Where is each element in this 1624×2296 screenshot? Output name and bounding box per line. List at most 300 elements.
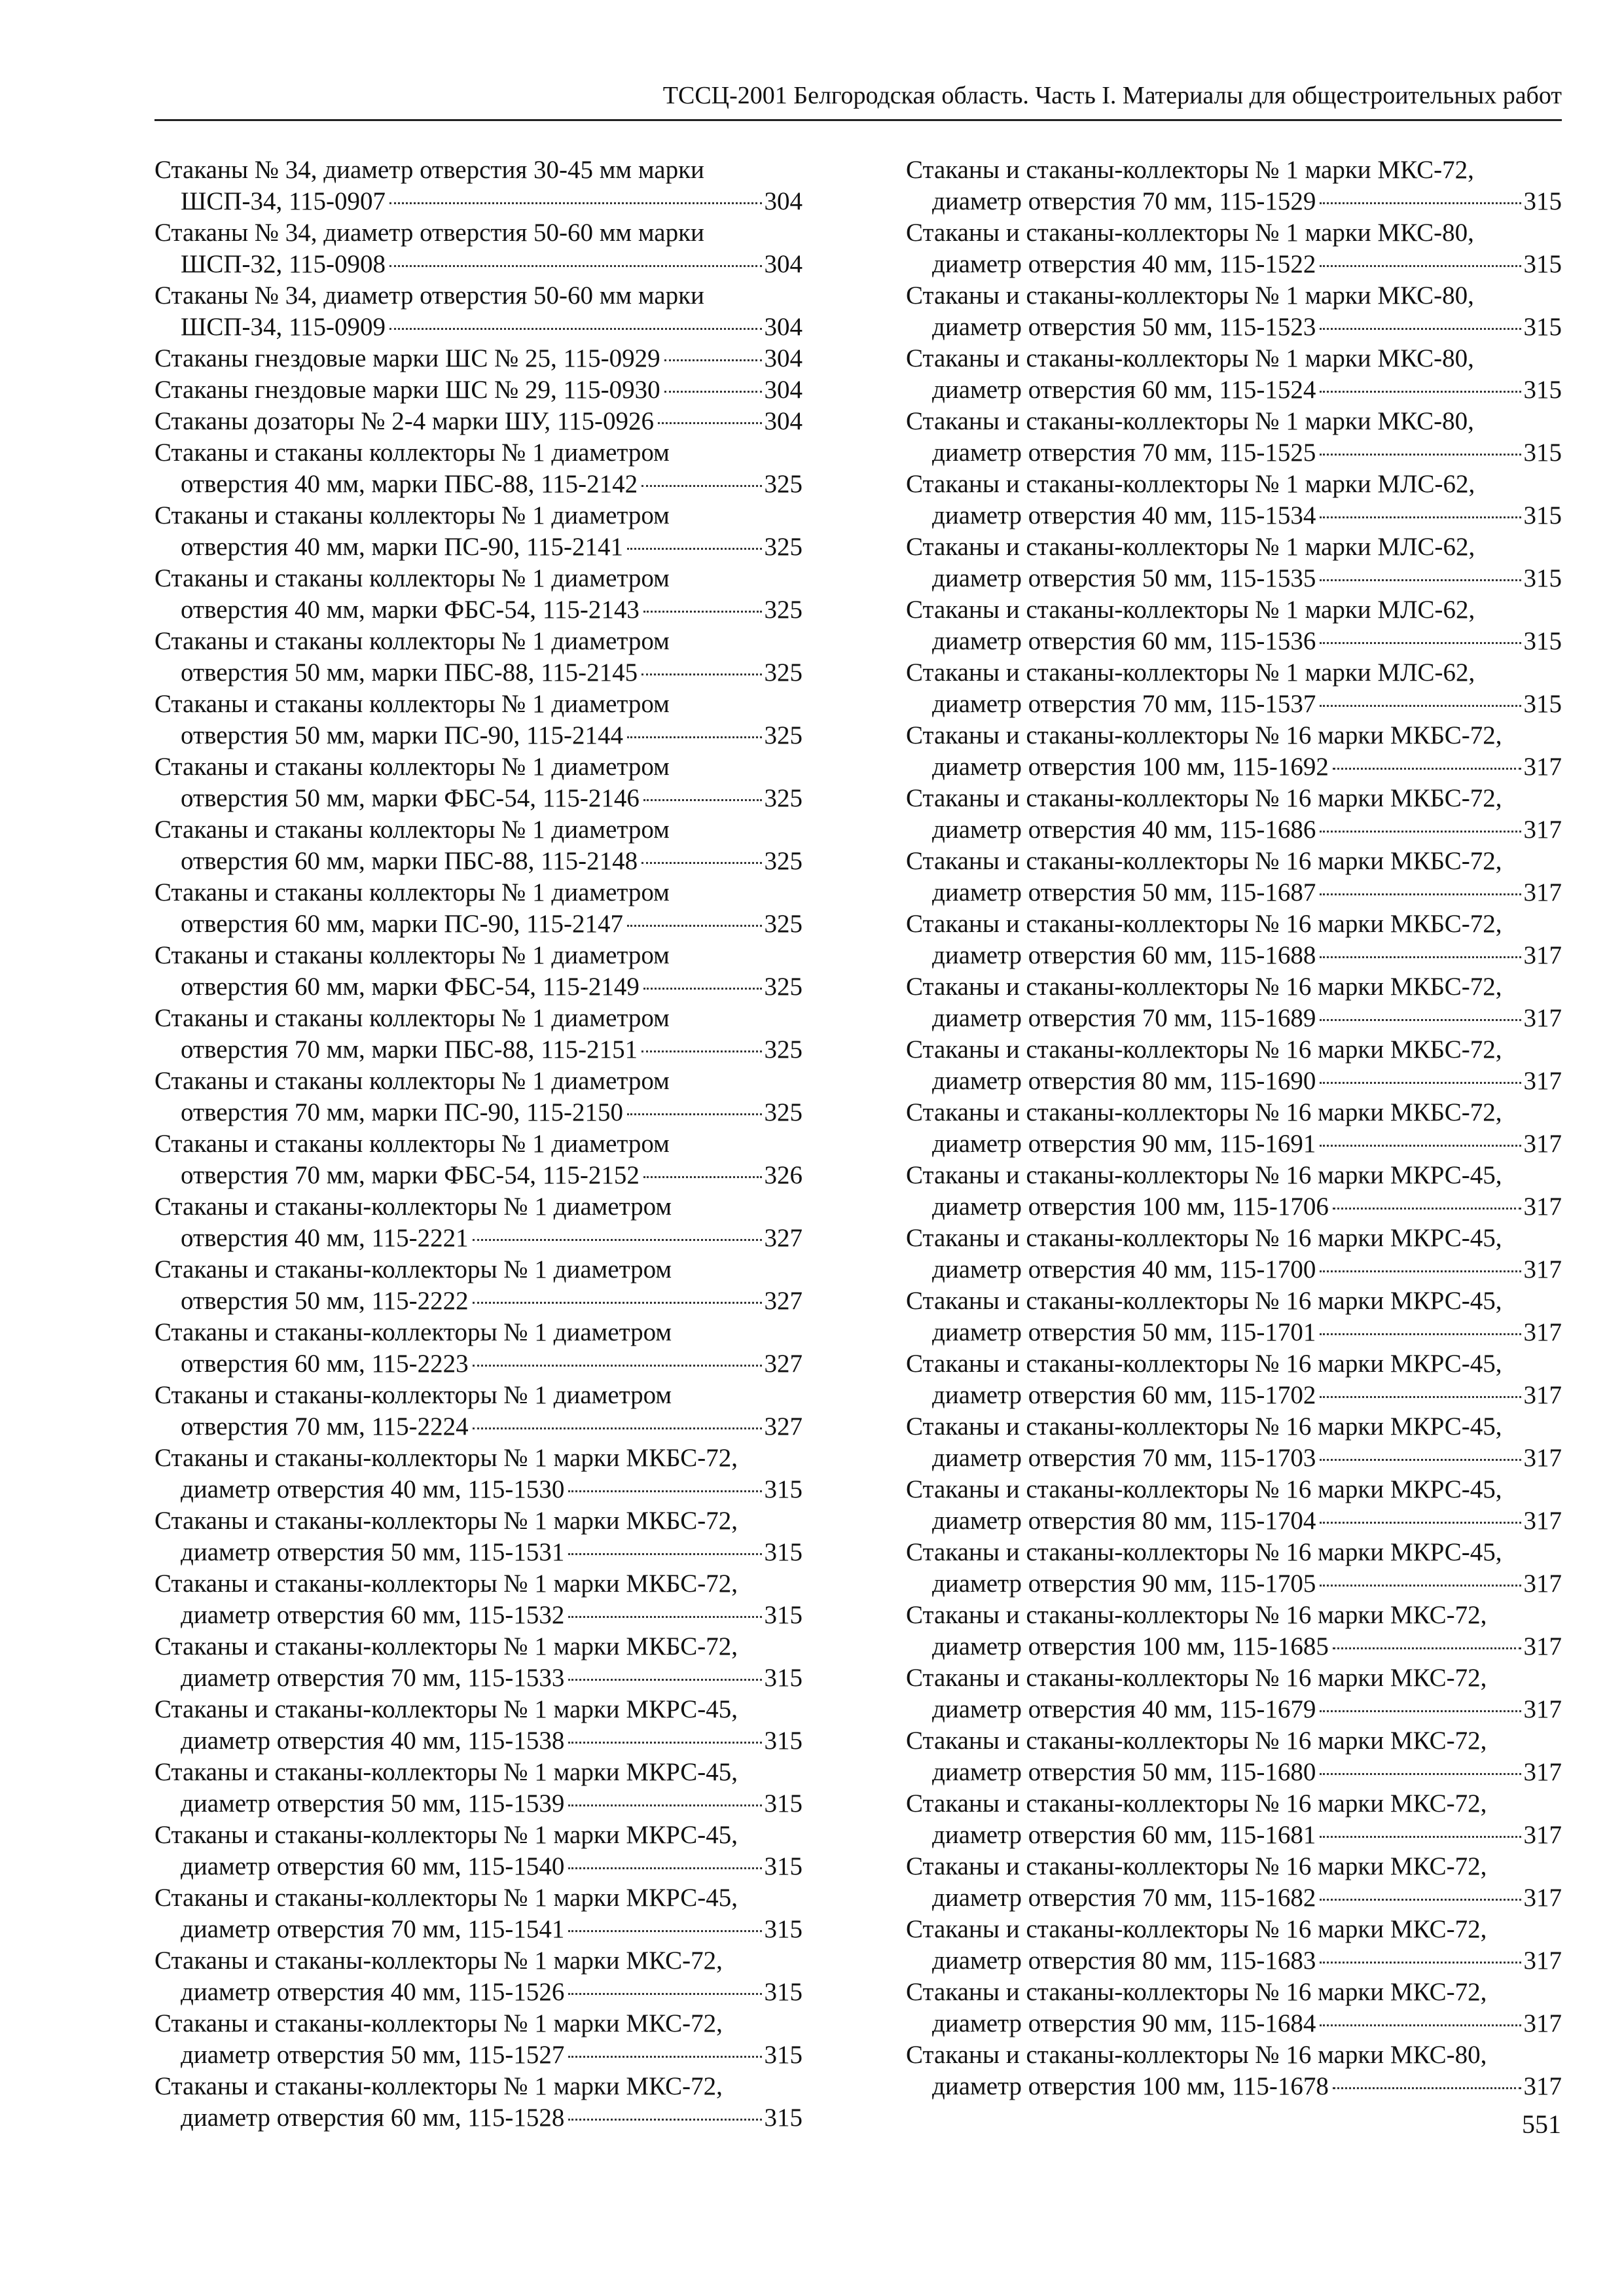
index-entry-code: диаметр отверстия 70 мм, 115-1682 xyxy=(932,1884,1316,1912)
index-entry-line xyxy=(154,2102,803,2134)
index-entry xyxy=(154,563,803,626)
index-entry xyxy=(906,343,1562,406)
index-entry xyxy=(906,1600,1562,1662)
index-entry-page: 317 xyxy=(1523,2009,1562,2037)
running-header xyxy=(154,77,1562,121)
index-entry-code: отверстия 40 мм, марки ПС-90, 115-2141 xyxy=(181,533,624,561)
index-entry-page: 315 xyxy=(1523,564,1562,592)
index-entry-text: Стаканы № 34, диаметр отверстия 50-60 мм марки xyxy=(154,219,704,247)
index-entry-code: отверстия 60 мм, 115-2223 xyxy=(181,1350,469,1378)
index-entry-page: 326 xyxy=(764,1161,803,1189)
index-entry-line xyxy=(154,1662,803,1694)
index-entry-text: Стаканы и стаканы коллекторы № 1 диаметром xyxy=(154,878,670,906)
index-entry-text: Стаканы и стаканы коллекторы № 1 диаметром xyxy=(154,690,670,718)
index-entry-page: 315 xyxy=(764,1915,803,1943)
index-entry-page: 317 xyxy=(1523,1821,1562,1849)
index-entry-line xyxy=(906,689,1562,720)
index-entry-page: 325 xyxy=(764,847,803,875)
index-entry-line xyxy=(906,1380,1562,1411)
index-entry-code: отверстия 50 мм, марки ФБС-54, 115-2146 xyxy=(181,784,640,812)
index-entry xyxy=(154,626,803,689)
index-entry xyxy=(906,783,1562,846)
dot-leader xyxy=(568,2119,761,2121)
index-entry xyxy=(906,1474,1562,1537)
index-entry-text: Стаканы и стаканы коллекторы № 1 диаметром xyxy=(154,501,670,529)
index-entry-line xyxy=(906,1254,1562,1285)
index-entry-text: Стаканы и стаканы-коллекторы № 1 марки МКС-72, xyxy=(154,2009,723,2037)
index-entry xyxy=(154,406,803,437)
index-entry-text: Стаканы и стаканы-коллекторы № 16 марки МКРС-45, xyxy=(906,1161,1502,1189)
dot-leader xyxy=(473,1365,762,1367)
index-entry-line xyxy=(154,846,803,877)
index-entry-text: Стаканы и стаканы-коллекторы № 16 марки МКРС-45, xyxy=(906,1350,1502,1378)
index-entry-page: 304 xyxy=(764,313,803,341)
dot-leader xyxy=(1320,328,1521,330)
index-entry-code: диаметр отверстия 60 мм, 115-1532 xyxy=(181,1601,565,1629)
index-entry-text: Стаканы и стаканы-коллекторы № 1 марки МКРС-45, xyxy=(154,1821,738,1849)
dot-leader xyxy=(641,862,761,864)
index-entry-code: диаметр отверстия 60 мм, 115-1524 xyxy=(932,376,1316,404)
index-entry-code: диаметр отверстия 50 мм, 115-1539 xyxy=(181,1789,565,1818)
index-entry-code: диаметр отверстия 80 мм, 115-1704 xyxy=(932,1507,1316,1535)
index-entry xyxy=(154,1631,803,1694)
index-entry-text: Стаканы и стаканы-коллекторы № 16 марки МКБС-72, xyxy=(906,1098,1502,1126)
index-entry-line xyxy=(906,1694,1562,1725)
index-entry-text: Стаканы и стаканы-коллекторы № 1 марки МКБС-72, xyxy=(154,1632,738,1660)
index-entry-code: диаметр отверстия 40 мм, 115-1686 xyxy=(932,816,1316,844)
index-entry-text: Стаканы и стаканы коллекторы № 1 диаметром xyxy=(154,1130,670,1158)
dot-leader xyxy=(389,202,761,204)
index-entry-text: Стаканы и стаканы-коллекторы № 16 марки МКРС-45, xyxy=(906,1287,1502,1315)
index-entry-line xyxy=(906,1882,1562,1914)
dot-leader xyxy=(643,611,762,613)
index-entry-line xyxy=(906,249,1562,280)
index-entry-line xyxy=(154,594,803,626)
dot-leader xyxy=(627,548,761,550)
index-entry-code: диаметр отверстия 60 мм, 115-1540 xyxy=(181,1852,565,1880)
index-entry-line xyxy=(906,1757,1562,1788)
index-entry-code: диаметр отверстия 100 мм, 115-1692 xyxy=(932,753,1329,781)
index-entry-page: 317 xyxy=(1523,1381,1562,1409)
index-entry-line xyxy=(154,469,803,500)
index-entry-text: Стаканы гнездовые марки ШС № 25, 115-0929 xyxy=(154,344,660,372)
index-entry-page: 325 xyxy=(764,784,803,812)
index-entry-text: Стаканы и стаканы-коллекторы № 1 марки МКС-72, xyxy=(906,156,1474,184)
index-entry-page: 325 xyxy=(764,658,803,687)
index-entry-code: диаметр отверстия 60 мм, 115-1688 xyxy=(932,941,1316,969)
dot-leader xyxy=(1320,1333,1521,1335)
dot-leader xyxy=(1320,1836,1521,1838)
index-entry xyxy=(906,594,1562,657)
index-entry-text: Стаканы и стаканы-коллекторы № 1 марки МКРС-45, xyxy=(154,1758,738,1786)
dot-leader xyxy=(1320,1773,1521,1775)
index-entry-text: Стаканы и стаканы-коллекторы № 16 марки МКРС-45, xyxy=(906,1412,1502,1441)
dot-leader xyxy=(473,1302,762,1304)
index-entry-code: отверстия 70 мм, марки ПС-90, 115-2150 xyxy=(181,1098,624,1126)
dot-leader xyxy=(389,265,761,267)
dot-leader xyxy=(1320,1396,1521,1398)
index-entry-page: 325 xyxy=(764,470,803,498)
index-entry-text: Стаканы и стаканы-коллекторы № 16 марки МКС-80, xyxy=(906,2041,1487,2069)
index-entry-line xyxy=(154,1600,803,1631)
index-entry-text: Стаканы и стаканы коллекторы № 1 диаметром xyxy=(154,941,670,969)
dot-leader xyxy=(643,988,762,990)
index-entry xyxy=(906,469,1562,531)
index-entry xyxy=(906,1725,1562,1788)
index-entry xyxy=(906,1537,1562,1600)
index-entry-code: отверстия 40 мм, марки ПБС-88, 115-2142 xyxy=(181,470,638,498)
index-entry-line xyxy=(154,1034,803,1066)
index-entry xyxy=(906,217,1562,280)
index-entry-page: 325 xyxy=(764,533,803,561)
index-entry-code: отверстия 40 мм, марки ФБС-54, 115-2143 xyxy=(181,596,640,624)
index-entry-page: 317 xyxy=(1523,1695,1562,1723)
dot-leader xyxy=(473,1239,762,1241)
index-entry-page: 327 xyxy=(764,1350,803,1378)
index-entry xyxy=(154,1003,803,1066)
index-entry-page: 325 xyxy=(764,1098,803,1126)
index-entry-text: Стаканы и стаканы-коллекторы № 1 марки МЛС-62, xyxy=(906,533,1475,561)
index-entry xyxy=(906,1034,1562,1097)
index-entry-text: Стаканы и стаканы-коллекторы № 16 марки МКС-72, xyxy=(906,1978,1487,2006)
index-entry-text: Стаканы и стаканы-коллекторы № 16 марки МКБС-72, xyxy=(906,847,1502,875)
index-entry-line xyxy=(906,751,1562,783)
index-entry-text: Стаканы и стаканы-коллекторы № 1 диаметром xyxy=(154,1381,672,1409)
index-entry xyxy=(906,1223,1562,1285)
index-entry xyxy=(906,1097,1562,1160)
index-entry-page: 317 xyxy=(1523,1884,1562,1912)
index-entry-line xyxy=(154,1851,803,1882)
index-entry xyxy=(154,1882,803,1945)
index-entry-line xyxy=(154,2039,803,2071)
index-entry-page: 317 xyxy=(1523,941,1562,969)
index-entry-line xyxy=(906,1820,1562,1851)
index-entry-line xyxy=(154,1097,803,1128)
index-entry-code: отверстия 60 мм, марки ПС-90, 115-2147 xyxy=(181,910,624,938)
index-entry-code: диаметр отверстия 70 мм, 115-1537 xyxy=(932,690,1316,718)
index-entry-line xyxy=(906,1505,1562,1537)
dot-leader xyxy=(1320,1019,1521,1021)
dot-leader xyxy=(1320,265,1521,267)
index-entry-code: диаметр отверстия 70 мм, 115-1541 xyxy=(181,1915,565,1943)
index-entry-text: Стаканы и стаканы коллекторы № 1 диаметром xyxy=(154,1004,670,1032)
index-entry xyxy=(154,2071,803,2134)
index-entry-code: диаметр отверстия 80 мм, 115-1690 xyxy=(932,1067,1316,1095)
index-entry-text: Стаканы и стаканы-коллекторы № 16 марки МКРС-45, xyxy=(906,1224,1502,1252)
dot-leader xyxy=(1333,768,1521,770)
index-entry xyxy=(906,1160,1562,1223)
index-entry-page: 317 xyxy=(1523,1067,1562,1095)
index-entry-text: Стаканы и стаканы-коллекторы № 1 марки МЛС-62, xyxy=(906,470,1475,498)
index-entry-line xyxy=(906,1191,1562,1223)
index-entry-code: диаметр отверстия 40 мм, 115-1530 xyxy=(181,1475,565,1503)
index-entry-text: Стаканы и стаканы-коллекторы № 16 марки МКС-72, xyxy=(906,1727,1487,1755)
index-entry-text: Стаканы и стаканы коллекторы № 1 диаметром xyxy=(154,564,670,592)
index-entry-text: Стаканы и стаканы-коллекторы № 1 диаметром xyxy=(154,1318,672,1346)
index-entry xyxy=(154,1443,803,1505)
index-entry-line xyxy=(154,1348,803,1380)
index-entry-page: 315 xyxy=(764,1475,803,1503)
index-entry xyxy=(906,154,1562,217)
dot-leader xyxy=(1320,956,1521,958)
index-entry-code: отверстия 50 мм, 115-2222 xyxy=(181,1287,469,1315)
index-entry xyxy=(154,1191,803,1254)
index-entry xyxy=(906,280,1562,343)
index-entry-code: диаметр отверстия 90 мм, 115-1691 xyxy=(932,1130,1316,1158)
dot-leader xyxy=(1320,1962,1521,1964)
dot-leader xyxy=(568,1993,761,1995)
index-entry-code: диаметр отверстия 60 мм, 115-1702 xyxy=(932,1381,1316,1409)
index-entry-line xyxy=(906,814,1562,846)
index-entry-code: отверстия 40 мм, 115-2221 xyxy=(181,1224,469,1252)
index-entry xyxy=(154,1945,803,2008)
index-entry-code: диаметр отверстия 70 мм, 115-1703 xyxy=(932,1444,1316,1472)
index-entry xyxy=(154,1568,803,1631)
index-entry-line xyxy=(154,531,803,563)
index-entry-page: 317 xyxy=(1523,1946,1562,1975)
dot-leader xyxy=(627,736,761,738)
index-entry-line xyxy=(154,343,803,374)
index-entry-code: диаметр отверстия 40 мм, 115-1526 xyxy=(181,1978,565,2006)
index-entry-line xyxy=(154,1914,803,1945)
index-entry-code: диаметр отверстия 100 мм, 115-1685 xyxy=(932,1632,1329,1660)
dot-leader xyxy=(1320,579,1521,581)
index-entry-page: 325 xyxy=(764,721,803,749)
dot-leader xyxy=(1320,642,1521,644)
index-entry-line xyxy=(906,2071,1562,2102)
index-entry xyxy=(154,1128,803,1191)
dot-leader xyxy=(658,422,762,424)
dot-leader xyxy=(641,1050,761,1052)
index-entry xyxy=(906,2039,1562,2102)
index-entry-code: отверстия 50 мм, марки ПС-90, 115-2144 xyxy=(181,721,624,749)
index-entry xyxy=(906,657,1562,720)
index-entry-code: отверстия 60 мм, марки ПБС-88, 115-2148 xyxy=(181,847,638,875)
index-entry-code: диаметр отверстия 60 мм, 115-1536 xyxy=(932,627,1316,655)
index-entry-text: Стаканы и стаканы-коллекторы № 16 марки МКБС-72, xyxy=(906,1035,1502,1064)
index-entry-page: 325 xyxy=(764,596,803,624)
index-entry-text: Стаканы и стаканы коллекторы № 1 диаметром xyxy=(154,627,670,655)
index-entry-page: 317 xyxy=(1523,878,1562,906)
index-entry-page: 317 xyxy=(1523,1507,1562,1535)
index-entry-page: 317 xyxy=(1523,1193,1562,1221)
dot-leader xyxy=(568,1867,761,1869)
index-entry-page: 315 xyxy=(764,2041,803,2069)
index-entry-text: Стаканы и стаканы-коллекторы № 1 марки МКБС-72, xyxy=(154,1444,738,1472)
dot-leader xyxy=(1333,2087,1521,2089)
index-entry-code: диаметр отверстия 100 мм, 115-1678 xyxy=(932,2072,1329,2100)
index-entry xyxy=(154,1757,803,1820)
index-entry-text: Стаканы и стаканы-коллекторы № 1 марки МЛС-62, xyxy=(906,596,1475,624)
index-entry xyxy=(154,154,803,217)
index-entry-text: Стаканы и стаканы-коллекторы № 16 марки МКБС-72, xyxy=(906,721,1502,749)
index-entry-line xyxy=(906,1443,1562,1474)
index-entry-line xyxy=(906,1317,1562,1348)
dot-leader xyxy=(389,328,761,330)
index-entry-code: ШСП-34, 115-0907 xyxy=(181,187,386,215)
index-entry-page: 304 xyxy=(764,344,803,372)
index-column-left xyxy=(154,154,803,2134)
index-entry-page: 317 xyxy=(1523,1758,1562,1786)
dot-leader xyxy=(1320,893,1521,895)
index-entry-code: диаметр отверстия 50 мм, 115-1701 xyxy=(932,1318,1316,1346)
index-entry-page: 317 xyxy=(1523,2072,1562,2100)
index-entry-page: 327 xyxy=(764,1412,803,1441)
index-entry-page: 315 xyxy=(1523,627,1562,655)
index-entry-page: 317 xyxy=(1523,1318,1562,1346)
dot-leader xyxy=(473,1427,762,1429)
index-entry-text: Стаканы и стаканы-коллекторы № 16 марки МКБС-72, xyxy=(906,910,1502,938)
dot-leader xyxy=(1320,454,1521,456)
index-entry-page: 315 xyxy=(1523,376,1562,404)
index-entry-line xyxy=(906,1945,1562,1977)
index-entry-line xyxy=(906,877,1562,908)
index-entry-page: 317 xyxy=(1523,1632,1562,1660)
index-entry-line xyxy=(906,1631,1562,1662)
index-entry-code: диаметр отверстия 40 мм, 115-1538 xyxy=(181,1727,565,1755)
dot-leader xyxy=(1333,1208,1521,1210)
index-entry xyxy=(154,689,803,751)
index-entry-code: диаметр отверстия 40 мм, 115-1534 xyxy=(932,501,1316,529)
index-entry-text: Стаканы и стаканы коллекторы № 1 диаметром xyxy=(154,816,670,844)
index-entry-line xyxy=(154,908,803,940)
index-entry-page: 304 xyxy=(764,376,803,404)
index-entry-text: Стаканы и стаканы-коллекторы № 1 диаметром xyxy=(154,1193,672,1221)
index-entry-code: отверстия 60 мм, марки ФБС-54, 115-2149 xyxy=(181,973,640,1001)
index-entry-page: 304 xyxy=(764,187,803,215)
index-entry xyxy=(154,2008,803,2071)
index-entry-page: 315 xyxy=(764,1852,803,1880)
index-entry-line xyxy=(154,374,803,406)
index-entry-page: 315 xyxy=(764,1664,803,1692)
index-entry-code: диаметр отверстия 60 мм, 115-1528 xyxy=(181,2104,565,2132)
index-entry-page: 315 xyxy=(1523,690,1562,718)
dot-leader xyxy=(568,1804,761,1806)
dot-leader xyxy=(1333,1647,1521,1649)
dot-leader xyxy=(641,673,761,675)
dot-leader xyxy=(1320,1899,1521,1901)
index-entry-code: диаметр отверстия 70 мм, 115-1689 xyxy=(932,1004,1316,1032)
index-entry-page: 317 xyxy=(1523,753,1562,781)
index-entry-text: Стаканы и стаканы-коллекторы № 1 марки МКС-72, xyxy=(154,1946,723,1975)
index-entry-page: 317 xyxy=(1523,1004,1562,1032)
index-entry xyxy=(906,846,1562,908)
index-entry xyxy=(906,1977,1562,2039)
index-entry-line xyxy=(154,1474,803,1505)
dot-leader xyxy=(1320,1710,1521,1712)
index-entry xyxy=(154,1505,803,1568)
header-title: ТССЦ-2001 Белгородская область. Часть I. Материалы для общестроительных работ xyxy=(662,82,1562,109)
index-entry-text: Стаканы и стаканы-коллекторы № 1 марки МЛС-62, xyxy=(906,658,1475,687)
index-entry-code: отверстия 70 мм, марки ПБС-88, 115-2151 xyxy=(181,1035,638,1064)
index-entry-line xyxy=(906,626,1562,657)
index-entry-line xyxy=(154,1725,803,1757)
index-entry-page: 315 xyxy=(764,1538,803,1566)
index-entry-text: Стаканы и стаканы-коллекторы № 16 марки МКС-72, xyxy=(906,1789,1487,1818)
index-entry-page: 315 xyxy=(764,1727,803,1755)
index-entry-text: Стаканы № 34, диаметр отверстия 50-60 мм марки xyxy=(154,281,704,310)
index-entry-line xyxy=(154,406,803,437)
index-entry-text: Стаканы и стаканы-коллекторы № 1 марки МКС-80, xyxy=(906,281,1474,310)
dot-leader xyxy=(1320,1082,1521,1084)
index-entry-page: 304 xyxy=(764,407,803,435)
index-entry-text: Стаканы и стаканы-коллекторы № 16 марки МКС-72, xyxy=(906,1601,1487,1629)
dot-leader xyxy=(568,1616,761,1618)
index-column-right xyxy=(906,154,1562,2102)
dot-leader xyxy=(1320,1585,1521,1587)
index-entry xyxy=(906,1662,1562,1725)
index-entry-text: Стаканы и стаканы-коллекторы № 16 марки МКС-72, xyxy=(906,1852,1487,1880)
index-entry-code: диаметр отверстия 50 мм, 115-1535 xyxy=(932,564,1316,592)
dot-leader xyxy=(664,391,762,393)
index-entry-page: 315 xyxy=(764,1978,803,2006)
index-entry-page: 317 xyxy=(1523,1570,1562,1598)
index-entry-page: 315 xyxy=(764,1601,803,1629)
index-entry xyxy=(906,1348,1562,1411)
dot-leader xyxy=(1320,1145,1521,1147)
index-entry-text: Стаканы и стаканы коллекторы № 1 диаметром xyxy=(154,439,670,467)
index-entry-line xyxy=(154,720,803,751)
index-entry-line xyxy=(154,1537,803,1568)
dot-leader xyxy=(1320,831,1521,833)
index-entry-line xyxy=(154,1788,803,1820)
index-entry-text: Стаканы и стаканы-коллекторы № 16 марки МКРС-45, xyxy=(906,1538,1502,1566)
index-entry-code: диаметр отверстия 90 мм, 115-1684 xyxy=(932,2009,1316,2037)
index-entry-code: диаметр отверстия 50 мм, 115-1687 xyxy=(932,878,1316,906)
index-entry-code: диаметр отверстия 90 мм, 115-1705 xyxy=(932,1570,1316,1598)
dot-leader xyxy=(1320,1459,1521,1461)
index-entry-code: диаметр отверстия 50 мм, 115-1523 xyxy=(932,313,1316,341)
index-entry-page: 325 xyxy=(764,973,803,1001)
index-entry xyxy=(154,877,803,940)
index-entry-code: диаметр отверстия 70 мм, 115-1529 xyxy=(932,187,1316,215)
index-entry-page: 315 xyxy=(1523,187,1562,215)
index-entry xyxy=(906,531,1562,594)
index-entry-line xyxy=(154,186,803,217)
index-entry xyxy=(906,1851,1562,1914)
index-entry xyxy=(154,343,803,374)
index-entry-text: Стаканы гнездовые марки ШС № 29, 115-0930 xyxy=(154,376,660,404)
dot-leader xyxy=(1320,1270,1521,1272)
index-entry-page: 315 xyxy=(1523,250,1562,278)
index-entry-code: ШСП-34, 115-0909 xyxy=(181,313,386,341)
dot-leader xyxy=(1320,2024,1521,2026)
index-entry-page: 325 xyxy=(764,1035,803,1064)
index-entry-code: диаметр отверстия 100 мм, 115-1706 xyxy=(932,1193,1329,1221)
index-entry xyxy=(154,437,803,500)
index-entry-line xyxy=(906,500,1562,531)
index-entry-text: Стаканы и стаканы коллекторы № 1 диаметром xyxy=(154,1067,670,1095)
index-entry-page: 315 xyxy=(764,2104,803,2132)
index-entry-text: Стаканы и стаканы-коллекторы № 16 марки МКРС-45, xyxy=(906,1475,1502,1503)
index-entry-text: Стаканы и стаканы-коллекторы № 1 марки МКС-80, xyxy=(906,219,1474,247)
index-entry xyxy=(906,908,1562,971)
index-entry-text: Стаканы и стаканы-коллекторы № 16 марки МКБС-72, xyxy=(906,973,1502,1001)
index-entry-line xyxy=(906,1128,1562,1160)
dot-leader xyxy=(568,1742,761,1744)
index-entry-code: диаметр отверстия 50 мм, 115-1527 xyxy=(181,2041,565,2069)
index-entry-line xyxy=(906,1568,1562,1600)
index-entry xyxy=(906,1914,1562,1977)
index-entry xyxy=(906,1411,1562,1474)
index-entry-text: Стаканы и стаканы-коллекторы № 1 марки МКС-80, xyxy=(906,344,1474,372)
index-entry xyxy=(154,814,803,877)
index-entry-line xyxy=(154,971,803,1003)
index-entry-code: диаметр отверстия 70 мм, 115-1533 xyxy=(181,1664,565,1692)
index-entry xyxy=(154,1380,803,1443)
index-entry xyxy=(906,406,1562,469)
index-entry xyxy=(154,500,803,563)
